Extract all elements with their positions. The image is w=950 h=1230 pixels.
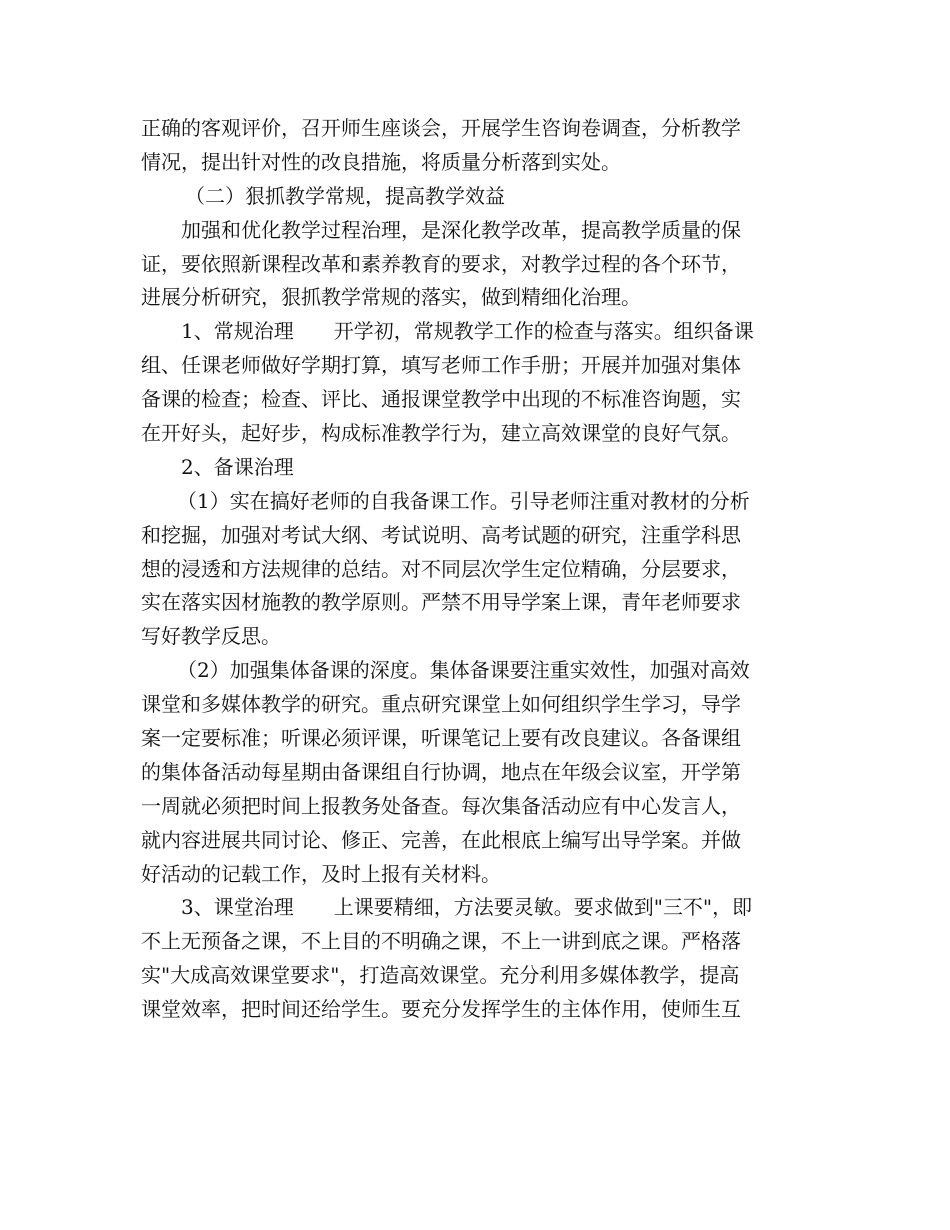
text-line-27: 课堂效率，把时间还给学生。要充分发挥学生的主体作用，使师生互 xyxy=(141,997,741,1022)
text-line-7: 1、常规治理 开学初，常规教学工作的检查与落实。组织备课 xyxy=(181,319,754,344)
text-line-24: 3、课堂治理 上课要精细，方法要灵敏。要求做到"三不"，即 xyxy=(181,895,753,920)
text-line-19: 案一定要标准；听课必须评课，听课笔记上要有改良建议。各备课组 xyxy=(141,726,741,751)
text-line-1: 正确的客观评价，召开师生座谈会，开展学生咨询卷调查，分析教学 xyxy=(141,116,741,140)
text-line-12: （1）实在搞好老师的自我备课工作。引导老师注重对教材的分析 xyxy=(177,488,750,513)
section-heading: （二）狠抓教学常规，提高教学效益 xyxy=(185,183,505,208)
text-line-26: 实"大成高效课堂要求"，打造高效课堂。充分利用多媒体教学，提高 xyxy=(141,963,740,988)
text-line-9: 备课的检查；检查、评比、通报课堂教学中出现的不标准咨询题，实 xyxy=(141,387,741,412)
text-line-13: 和挖掘，加强对考试大纲、考试说明、高考试题的研究，注重学科思 xyxy=(141,522,741,547)
text-line-23: 好活动的记载工作，及时上报有关材料。 xyxy=(141,861,501,886)
text-line-15: 实在落实因材施教的教学原则。严禁不用导学案上课，青年老师要求 xyxy=(141,590,741,615)
text-line-6: 进展分析研究，狠抓教学常规的落实，做到精细化治理。 xyxy=(141,285,641,310)
text-line-14: 想的浸透和方法规律的总结。对不同层次学生定位精确，分层要求， xyxy=(141,556,741,581)
text-line-18: 课堂和多媒体教学的研究。重点研究课堂上如何组织学生学习，导学 xyxy=(141,692,741,717)
text-line-2: 情况，提出针对性的改良措施，将质量分析落到实处。 xyxy=(141,149,621,174)
text-line-21: 一周就必须把时间上报教务处备查。每次集备活动应有中心发言人， xyxy=(141,793,741,818)
text-line-4: 加强和优化教学过程治理，是深化教学改革，提高教学质量的保 xyxy=(181,217,741,242)
text-line-5: 证，要依照新课程改革和素养教育的要求，对教学过程的各个环节， xyxy=(141,251,741,276)
text-line-8: 组、任课老师做好学期打算，填写老师工作手册；开展并加强对集体 xyxy=(141,353,741,378)
subsection-heading: 2、备课治理 xyxy=(181,454,294,479)
text-line-20: 的集体备活动每星期由备课组自行协调，地点在年级会议室，开学第 xyxy=(141,759,741,784)
text-line-22: 就内容进展共同讨论、修正、完善，在此根底上编写出导学案。并做 xyxy=(141,827,741,852)
text-line-25: 不上无预备之课，不上目的不明确之课，不上一讲到底之课。严格落 xyxy=(141,929,741,954)
text-line-10: 在开好头，起好步，构成标准教学行为，建立高效课堂的良好气氛。 xyxy=(141,421,741,446)
document-body xyxy=(141,112,813,1027)
text-line-16: 写好教学反思。 xyxy=(141,624,281,649)
text-line-17: （2）加强集体备课的深度。集体备课要注重实效性，加强对高效 xyxy=(177,658,750,683)
